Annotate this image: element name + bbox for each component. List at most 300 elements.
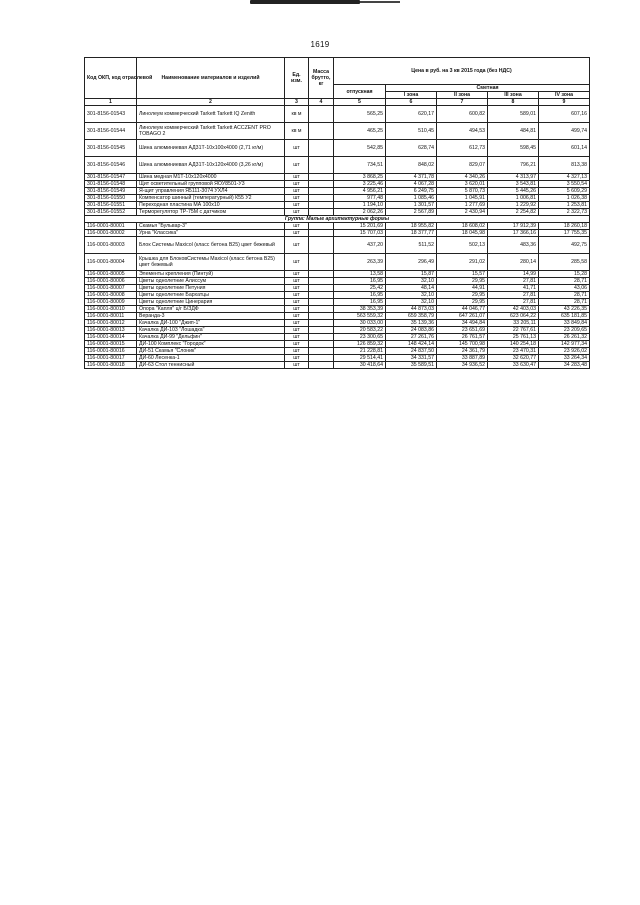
cell-name: Шина медная М1Т-10х120х4000 bbox=[137, 174, 285, 181]
cell-zone-3-price: 22 767,61 bbox=[488, 327, 539, 334]
cell-release-price: 263,39 bbox=[334, 254, 386, 271]
cell-zone-2-price: 494,53 bbox=[437, 123, 488, 140]
cell-name: Шина алюминиевая АД31Т-10х100х4000 (2,71 кг/м) bbox=[137, 140, 285, 157]
table-row bbox=[85, 348, 590, 355]
cell-name: Крышка для БлоковСистемы Maxicol (класс бетона В25) цвет бежевый bbox=[137, 254, 285, 271]
cell-mass bbox=[309, 306, 334, 313]
cell-mass bbox=[309, 320, 334, 327]
header-mass: Масса брутто, кг bbox=[309, 58, 334, 99]
cell-code: 116-0001-80002 bbox=[85, 230, 137, 237]
cell-zone-1-price: 1 301,57 bbox=[386, 202, 437, 209]
cell-zone-1-price: 32,10 bbox=[386, 299, 437, 306]
cell-release-price: 565,25 bbox=[334, 106, 386, 123]
cell-mass bbox=[309, 174, 334, 181]
table-row bbox=[85, 271, 590, 278]
cell-mass bbox=[309, 202, 334, 209]
cell-zone-2-price: 29,95 bbox=[437, 278, 488, 285]
cell-zone-1-price: 35 589,51 bbox=[386, 362, 437, 369]
header-zone-4: IV зона bbox=[539, 92, 590, 99]
cell-zone-4-price: 17 755,35 bbox=[539, 230, 590, 237]
cell-release-price: 734,51 bbox=[334, 157, 386, 174]
cell-zone-4-price: 635 181,85 bbox=[539, 313, 590, 320]
cell-zone-2-price: 4 340,26 bbox=[437, 174, 488, 181]
table-row bbox=[85, 278, 590, 285]
table-body-a bbox=[85, 106, 590, 216]
cell-zone-1-price: 48,14 bbox=[386, 285, 437, 292]
group-row bbox=[85, 216, 590, 223]
cell-unit: кв м bbox=[285, 123, 309, 140]
cell-unit: шт bbox=[285, 254, 309, 271]
cell-name: Цветы однолетние Бархатцы bbox=[137, 292, 285, 299]
cell-code: 301-8156-01549 bbox=[85, 188, 137, 195]
cell-zone-3-price: 33 205,11 bbox=[488, 320, 539, 327]
cell-release-price: 126 859,32 bbox=[334, 341, 386, 348]
cell-mass bbox=[309, 157, 334, 174]
cell-mass bbox=[309, 299, 334, 306]
cell-unit: шт bbox=[285, 237, 309, 254]
cell-code: 116-0001-80008 bbox=[85, 292, 137, 299]
cell-name: ДИ-60 Лесенка-1 bbox=[137, 355, 285, 362]
cell-zone-3-price: 4 313,97 bbox=[488, 174, 539, 181]
cell-code: 301-8156-01544 bbox=[85, 123, 137, 140]
cell-name: Элементы крепления (Пинтуй) bbox=[137, 271, 285, 278]
cell-zone-4-price: 23 926,02 bbox=[539, 348, 590, 355]
cell-mass bbox=[309, 278, 334, 285]
table-row bbox=[85, 140, 590, 157]
cell-zone-3-price: 1 229,92 bbox=[488, 202, 539, 209]
cell-release-price: 16,95 bbox=[334, 292, 386, 299]
cell-mass bbox=[309, 362, 334, 369]
cell-zone-3-price: 796,21 bbox=[488, 157, 539, 174]
cell-name: Веранда-3 bbox=[137, 313, 285, 320]
table-row bbox=[85, 202, 590, 209]
cell-name: Цветы однолетние Петуния bbox=[137, 285, 285, 292]
cell-release-price: 38 353,39 bbox=[334, 306, 386, 313]
cell-zone-3-price: 27,81 bbox=[488, 299, 539, 306]
cell-code: 301-8156-01548 bbox=[85, 181, 137, 188]
cell-unit: шт bbox=[285, 341, 309, 348]
cell-zone-4-price: 607,16 bbox=[539, 106, 590, 123]
cell-unit: шт bbox=[285, 271, 309, 278]
cell-mass bbox=[309, 254, 334, 271]
cell-code: 116-0001-80001 bbox=[85, 223, 137, 230]
cell-zone-4-price: 15,28 bbox=[539, 271, 590, 278]
cell-name: Урна "Классика" bbox=[137, 230, 285, 237]
cell-code: 116-0001-80005 bbox=[85, 271, 137, 278]
table-row bbox=[85, 285, 590, 292]
cell-unit: шт bbox=[285, 299, 309, 306]
col-number: 5 bbox=[334, 99, 386, 106]
cell-zone-2-price: 24 361,79 bbox=[437, 348, 488, 355]
cell-zone-3-price: 23 470,31 bbox=[488, 348, 539, 355]
cell-zone-1-price: 18 955,82 bbox=[386, 223, 437, 230]
cell-mass bbox=[309, 230, 334, 237]
cell-zone-4-price: 3 550,54 bbox=[539, 181, 590, 188]
cell-name: Щит осветительный групповой ЯОУ8501-У3 bbox=[137, 181, 285, 188]
cell-code: 116-0001-80009 bbox=[85, 299, 137, 306]
cell-name: ДИ-100 Комплекс "Городок" bbox=[137, 341, 285, 348]
cell-code: 116-0001-80018 bbox=[85, 362, 137, 369]
cell-zone-4-price: 499,74 bbox=[539, 123, 590, 140]
cell-zone-4-price: 33 849,84 bbox=[539, 320, 590, 327]
cell-unit: шт bbox=[285, 188, 309, 195]
cell-zone-2-price: 5 870,73 bbox=[437, 188, 488, 195]
cell-unit: шт bbox=[285, 334, 309, 341]
cell-zone-4-price: 5 609,29 bbox=[539, 188, 590, 195]
cell-zone-3-price: 17 912,39 bbox=[488, 223, 539, 230]
table-row bbox=[85, 174, 590, 181]
cell-release-price: 4 956,21 bbox=[334, 188, 386, 195]
table-row bbox=[85, 341, 590, 348]
cell-release-price: 2 062,26 bbox=[334, 209, 386, 216]
cell-unit: шт bbox=[285, 157, 309, 174]
cell-zone-4-price: 601,14 bbox=[539, 140, 590, 157]
cell-release-price: 29 514,41 bbox=[334, 355, 386, 362]
cell-zone-1-price: 32,10 bbox=[386, 292, 437, 299]
cell-name: Опора "Капля" ц/г Б/ЗДФ bbox=[137, 306, 285, 313]
table-row bbox=[85, 362, 590, 369]
cell-zone-2-price: 33 887,89 bbox=[437, 355, 488, 362]
cell-zone-4-price: 142 977,34 bbox=[539, 341, 590, 348]
cell-name: Терморегулятор ТР-75М с датчиком bbox=[137, 209, 285, 216]
cell-mass bbox=[309, 209, 334, 216]
table-row bbox=[85, 254, 590, 271]
table-row bbox=[85, 188, 590, 195]
cell-zone-4-price: 43 226,35 bbox=[539, 306, 590, 313]
cell-name: Линолеум коммерческий Tarkett Tarkett ACCZENT PRO TOBAGO 2 bbox=[137, 123, 285, 140]
cell-zone-4-price: 34 283,48 bbox=[539, 362, 590, 369]
cell-code: 301-8156-01551 bbox=[85, 202, 137, 209]
cell-release-price: 437,20 bbox=[334, 237, 386, 254]
cell-unit: шт bbox=[285, 355, 309, 362]
cell-release-price: 23 300,65 bbox=[334, 334, 386, 341]
table-row bbox=[85, 306, 590, 313]
header-release: отпускная bbox=[334, 85, 386, 99]
cell-code: 116-0001-80015 bbox=[85, 341, 137, 348]
cell-zone-4-price: 18 260,18 bbox=[539, 223, 590, 230]
cell-mass bbox=[309, 223, 334, 230]
cell-code: 116-0001-80007 bbox=[85, 285, 137, 292]
cell-release-price: 977,48 bbox=[334, 195, 386, 202]
cell-zone-3-price: 32 620,77 bbox=[488, 355, 539, 362]
cell-release-price: 25,42 bbox=[334, 285, 386, 292]
table-row bbox=[85, 195, 590, 202]
cell-zone-3-price: 41,71 bbox=[488, 285, 539, 292]
cell-zone-2-price: 18 045,98 bbox=[437, 230, 488, 237]
table-row bbox=[85, 181, 590, 188]
cell-zone-2-price: 44,91 bbox=[437, 285, 488, 292]
cell-zone-4-price: 4 327,13 bbox=[539, 174, 590, 181]
cell-zone-3-price: 25 761,13 bbox=[488, 334, 539, 341]
table-row bbox=[85, 209, 590, 216]
cell-zone-3-price: 280,14 bbox=[488, 254, 539, 271]
cell-release-price: 542,85 bbox=[334, 140, 386, 157]
header-name: Наименование материалов и изделий bbox=[137, 58, 285, 99]
cell-unit: шт bbox=[285, 292, 309, 299]
cell-unit: шт bbox=[285, 181, 309, 188]
cell-name: Качалка ДИ-103 "Лошадка" bbox=[137, 327, 285, 334]
cell-zone-2-price: 34 494,84 bbox=[437, 320, 488, 327]
cell-mass bbox=[309, 334, 334, 341]
cell-zone-3-price: 589,01 bbox=[488, 106, 539, 123]
cell-release-price: 13,58 bbox=[334, 271, 386, 278]
cell-unit: шт bbox=[285, 348, 309, 355]
table-row bbox=[85, 299, 590, 306]
cell-release-price: 15 201,69 bbox=[334, 223, 386, 230]
table-row bbox=[85, 320, 590, 327]
cell-zone-2-price: 15,57 bbox=[437, 271, 488, 278]
cell-zone-1-price: 15,87 bbox=[386, 271, 437, 278]
cell-zone-1-price: 6 249,75 bbox=[386, 188, 437, 195]
cell-mass bbox=[309, 355, 334, 362]
cell-release-price: 21 228,81 bbox=[334, 348, 386, 355]
cell-name: ДИ-63 Стол теннисный bbox=[137, 362, 285, 369]
cell-unit: шт bbox=[285, 278, 309, 285]
cell-zone-4-price: 28,71 bbox=[539, 299, 590, 306]
cell-zone-3-price: 140 254,18 bbox=[488, 341, 539, 348]
cell-zone-1-price: 24 083,86 bbox=[386, 327, 437, 334]
cell-unit: шт bbox=[285, 140, 309, 157]
cell-zone-4-price: 1 253,81 bbox=[539, 202, 590, 209]
cell-mass bbox=[309, 181, 334, 188]
cell-release-price: 3 868,25 bbox=[334, 174, 386, 181]
col-number: 8 bbox=[488, 99, 539, 106]
table-row bbox=[85, 157, 590, 174]
cell-unit: шт bbox=[285, 313, 309, 320]
col-number: 3 bbox=[285, 99, 309, 106]
header-unit: Ед. изм. bbox=[285, 58, 309, 99]
column-number-row bbox=[85, 99, 590, 106]
cell-code: 301-8156-01546 bbox=[85, 157, 137, 174]
cell-zone-2-price: 647 261,07 bbox=[437, 313, 488, 320]
cell-code: 116-0001-80010 bbox=[85, 306, 137, 313]
cell-zone-4-price: 28,71 bbox=[539, 278, 590, 285]
cell-unit: шт bbox=[285, 230, 309, 237]
cell-zone-1-price: 18 377,77 bbox=[386, 230, 437, 237]
cell-unit: шт bbox=[285, 327, 309, 334]
cell-zone-1-price: 848,02 bbox=[386, 157, 437, 174]
table-row bbox=[85, 313, 590, 320]
cell-zone-4-price: 43,06 bbox=[539, 285, 590, 292]
cell-zone-1-price: 32,10 bbox=[386, 278, 437, 285]
header-estimate: Сметная bbox=[386, 85, 590, 92]
cell-zone-3-price: 42 403,03 bbox=[488, 306, 539, 313]
cell-zone-1-price: 24 837,50 bbox=[386, 348, 437, 355]
cell-name: ДИ-51 Скамья "Слоник" bbox=[137, 348, 285, 355]
cell-unit: шт bbox=[285, 285, 309, 292]
cell-unit: шт bbox=[285, 320, 309, 327]
cell-zone-4-price: 1 026,38 bbox=[539, 195, 590, 202]
cell-zone-1-price: 620,17 bbox=[386, 106, 437, 123]
cell-zone-1-price: 44 873,03 bbox=[386, 306, 437, 313]
cell-name: Цветы однолетние Алиссум bbox=[137, 278, 285, 285]
cell-zone-1-price: 4 067,28 bbox=[386, 181, 437, 188]
header-zone-3: III зона bbox=[488, 92, 539, 99]
cell-zone-2-price: 612,73 bbox=[437, 140, 488, 157]
group-row-body bbox=[85, 216, 590, 223]
cell-mass bbox=[309, 313, 334, 320]
group-title: Группа: Малые архитектурные формы bbox=[85, 216, 590, 223]
cell-mass bbox=[309, 123, 334, 140]
cell-name: Блок Системы Maxicol (класс бетона В25) цвет бежевый bbox=[137, 237, 285, 254]
cell-zone-4-price: 23 209,65 bbox=[539, 327, 590, 334]
cell-mass bbox=[309, 292, 334, 299]
cell-mass bbox=[309, 237, 334, 254]
scan-top-mark-tail bbox=[360, 1, 400, 3]
cell-zone-1-price: 1 085,46 bbox=[386, 195, 437, 202]
cell-zone-1-price: 35 139,36 bbox=[386, 320, 437, 327]
cell-mass bbox=[309, 327, 334, 334]
cell-zone-2-price: 2 430,94 bbox=[437, 209, 488, 216]
cell-code: 116-0001-80017 bbox=[85, 355, 137, 362]
cell-mass bbox=[309, 285, 334, 292]
cell-code: 301-8156-01547 bbox=[85, 174, 137, 181]
col-number: 4 bbox=[309, 99, 334, 106]
cell-unit: шт bbox=[285, 202, 309, 209]
cell-zone-3-price: 598,45 bbox=[488, 140, 539, 157]
cell-release-price: 563 559,32 bbox=[334, 313, 386, 320]
header-zone-1: I зона bbox=[386, 92, 437, 99]
cell-zone-3-price: 623 064,22 bbox=[488, 313, 539, 320]
cell-zone-3-price: 3 543,81 bbox=[488, 181, 539, 188]
table-row bbox=[85, 327, 590, 334]
cell-name: Переходная пластина МА 100х10 bbox=[137, 202, 285, 209]
cell-unit: кв м bbox=[285, 106, 309, 123]
header-zone-2: II зона bbox=[437, 92, 488, 99]
cell-release-price: 20 583,22 bbox=[334, 327, 386, 334]
cell-zone-2-price: 29,95 bbox=[437, 292, 488, 299]
cell-zone-2-price: 291,02 bbox=[437, 254, 488, 271]
cell-zone-4-price: 285,58 bbox=[539, 254, 590, 271]
cell-unit: шт bbox=[285, 174, 309, 181]
cell-release-price: 16,95 bbox=[334, 278, 386, 285]
cell-name: Я-щит управления Я5111-3074 УХЛ4 bbox=[137, 188, 285, 195]
cell-code: 116-0001-80016 bbox=[85, 348, 137, 355]
cell-zone-2-price: 1 277,69 bbox=[437, 202, 488, 209]
cell-zone-3-price: 27,81 bbox=[488, 292, 539, 299]
cell-zone-1-price: 148 424,14 bbox=[386, 341, 437, 348]
cell-mass bbox=[309, 348, 334, 355]
cell-code: 116-0001-80006 bbox=[85, 278, 137, 285]
scan-top-mark bbox=[250, 0, 360, 4]
cell-mass bbox=[309, 271, 334, 278]
cell-zone-2-price: 1 045,91 bbox=[437, 195, 488, 202]
table-row bbox=[85, 223, 590, 230]
table-row bbox=[85, 355, 590, 362]
col-number: 2 bbox=[137, 99, 285, 106]
cell-unit: шт bbox=[285, 209, 309, 216]
cell-unit: шт bbox=[285, 223, 309, 230]
table-row bbox=[85, 106, 590, 123]
cell-mass bbox=[309, 140, 334, 157]
col-number: 6 bbox=[386, 99, 437, 106]
table-row bbox=[85, 334, 590, 341]
cell-zone-1-price: 34 331,57 bbox=[386, 355, 437, 362]
price-table bbox=[84, 57, 590, 369]
cell-zone-2-price: 18 608,02 bbox=[437, 223, 488, 230]
table-row bbox=[85, 292, 590, 299]
cell-zone-3-price: 33 630,47 bbox=[488, 362, 539, 369]
cell-mass bbox=[309, 195, 334, 202]
col-number: 1 bbox=[85, 99, 137, 106]
cell-release-price: 1 194,10 bbox=[334, 202, 386, 209]
page-number: 1619 bbox=[310, 40, 330, 49]
cell-name: Цветы однолетние Цинерария bbox=[137, 299, 285, 306]
cell-zone-2-price: 23 651,69 bbox=[437, 327, 488, 334]
cell-name: Скамья "Бульвар-3" bbox=[137, 223, 285, 230]
cell-code: 301-8156-01552 bbox=[85, 209, 137, 216]
cell-zone-3-price: 1 006,81 bbox=[488, 195, 539, 202]
cell-name: Качалка ДИ-100 "Джип-1" bbox=[137, 320, 285, 327]
cell-release-price: 465,25 bbox=[334, 123, 386, 140]
cell-zone-4-price: 26 261,32 bbox=[539, 334, 590, 341]
cell-code: 116-0001-80011 bbox=[85, 313, 137, 320]
cell-zone-1-price: 4 371,78 bbox=[386, 174, 437, 181]
col-number: 9 bbox=[539, 99, 590, 106]
cell-zone-1-price: 510,45 bbox=[386, 123, 437, 140]
cell-zone-4-price: 33 264,34 bbox=[539, 355, 590, 362]
cell-zone-2-price: 3 620,01 bbox=[437, 181, 488, 188]
cell-zone-4-price: 28,71 bbox=[539, 292, 590, 299]
cell-zone-3-price: 2 254,82 bbox=[488, 209, 539, 216]
cell-zone-1-price: 27 261,76 bbox=[386, 334, 437, 341]
cell-code: 301-8156-01545 bbox=[85, 140, 137, 157]
cell-code: 301-8156-01543 bbox=[85, 106, 137, 123]
cell-code: 301-8156-01550 bbox=[85, 195, 137, 202]
cell-zone-3-price: 484,81 bbox=[488, 123, 539, 140]
cell-zone-1-price: 511,52 bbox=[386, 237, 437, 254]
cell-zone-2-price: 600,82 bbox=[437, 106, 488, 123]
cell-zone-4-price: 813,38 bbox=[539, 157, 590, 174]
cell-zone-1-price: 659 358,79 bbox=[386, 313, 437, 320]
cell-name: Линолеум коммерческий Tarkett Tarkett IQ Zenith bbox=[137, 106, 285, 123]
cell-zone-3-price: 14,99 bbox=[488, 271, 539, 278]
cell-zone-2-price: 502,13 bbox=[437, 237, 488, 254]
cell-zone-2-price: 34 936,52 bbox=[437, 362, 488, 369]
cell-mass bbox=[309, 341, 334, 348]
table-body-b bbox=[85, 223, 590, 369]
cell-zone-4-price: 2 322,73 bbox=[539, 209, 590, 216]
cell-unit: шт bbox=[285, 306, 309, 313]
cell-zone-2-price: 44 046,77 bbox=[437, 306, 488, 313]
header-price-group: Цена в руб. на 3 кв 2015 года (без НДС) bbox=[334, 58, 590, 85]
cell-unit: шт bbox=[285, 362, 309, 369]
cell-name: Шина алюминиевая АД31Т-10х120х4000 (3,26 кг/м) bbox=[137, 157, 285, 174]
cell-code: 116-0001-80003 bbox=[85, 237, 137, 254]
cell-zone-2-price: 29,95 bbox=[437, 299, 488, 306]
cell-code: 116-0001-80004 bbox=[85, 254, 137, 271]
cell-release-price: 16,95 bbox=[334, 299, 386, 306]
cell-unit: шт bbox=[285, 195, 309, 202]
cell-mass bbox=[309, 106, 334, 123]
cell-release-price: 30 418,64 bbox=[334, 362, 386, 369]
cell-zone-2-price: 829,07 bbox=[437, 157, 488, 174]
cell-code: 116-0001-80014 bbox=[85, 334, 137, 341]
cell-release-price: 15 707,03 bbox=[334, 230, 386, 237]
cell-zone-4-price: 492,75 bbox=[539, 237, 590, 254]
cell-zone-1-price: 628,74 bbox=[386, 140, 437, 157]
cell-zone-3-price: 17 366,16 bbox=[488, 230, 539, 237]
cell-zone-2-price: 26 761,57 bbox=[437, 334, 488, 341]
table-row bbox=[85, 230, 590, 237]
cell-code: 116-0001-80013 bbox=[85, 327, 137, 334]
cell-name: Компенсатор шинный (температурный) К55 У2 bbox=[137, 195, 285, 202]
cell-code: 116-0001-80012 bbox=[85, 320, 137, 327]
cell-release-price: 3 225,46 bbox=[334, 181, 386, 188]
cell-release-price: 30 033,00 bbox=[334, 320, 386, 327]
table-row bbox=[85, 237, 590, 254]
table-row bbox=[85, 123, 590, 140]
